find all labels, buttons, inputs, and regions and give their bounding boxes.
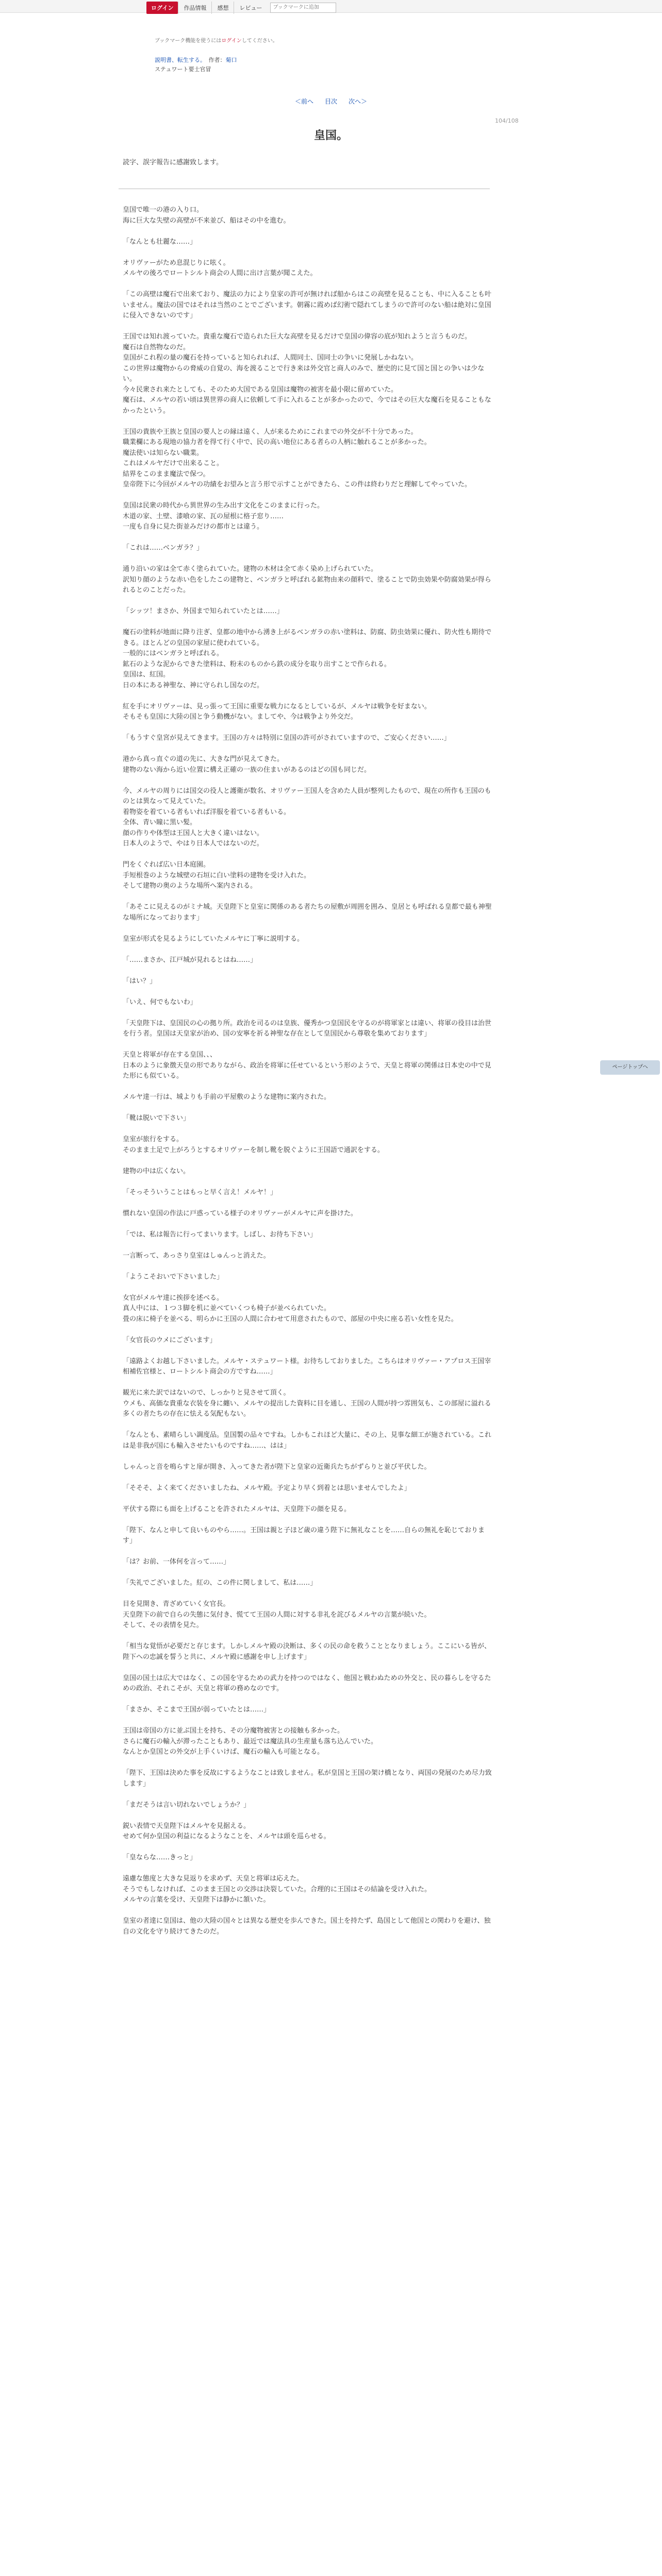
body-paragraph: 「……まさか、江戸城が見れるとはね……」: [123, 956, 257, 964]
login-button[interactable]: ログイン: [146, 2, 178, 14]
chapter-body: [123, 205, 494, 1948]
body-paragraph: 「そそそ、よく来てくださいましたね、メルヤ殿。予定より早く到着とは思いませんでしたよ」: [123, 1484, 411, 1492]
nav-item-info[interactable]: 作品情報: [178, 2, 211, 14]
login-notice-link[interactable]: ログイン: [221, 38, 242, 44]
body-paragraph: 「あそこに見えるのがミナ城。天皇陛下と皇室に関係のある者たちの屋敷が周囲を囲み、皇居とも呼ばれる皇都で最も神聖な場所になっております」: [123, 903, 492, 922]
body-paragraph: 皇国は民衆の時代から異世界の生み出す文化をこのままに行った。 木道の家、土壁、漆喰の家、瓦の屋根に格子窓り…… 一度も自身に見た街並みだけの都市とは違う。: [123, 502, 324, 531]
chapter-group-title: ステュワート要士官冒: [155, 66, 211, 73]
body-paragraph: 「女官長のウメにございます」: [123, 1336, 217, 1344]
login-notice-prefix: ブックマーク機能を使うには: [155, 38, 222, 44]
preface-line: 読字、誤字報告に感謝致します。: [123, 159, 223, 166]
body-paragraph: 「なんとも壮麗な……」: [123, 238, 197, 246]
body-paragraph: 建物の中は広くない。: [123, 1167, 190, 1175]
body-paragraph: 「陛下、王国は決めた事を反故にするようなことは致しません。私が皇国と王国の架け橋となり、両国の発展のため尽力致します」: [123, 1769, 492, 1788]
chapter-title: 皇国。: [313, 129, 348, 142]
body-paragraph: オリヴァーがため息混じりに呟く。 メルヤの後ろでロートシルト商会の人間に出け言葉が聞こえた。: [123, 259, 317, 277]
novel-title-link[interactable]: 説明書、転生する。: [155, 57, 203, 63]
body-paragraph: 今、メルヤの周りには国交の役人と護衛が数名、オリヴァー王国人を含めた人員が整列したもので、現在の所作も王国のものとは異なって見えていた。 着物姿を着ている者もいれば洋服を着ている者もいる。 全体、青い瞳に黒い髪。 顔の作りや体型は王国人と大きく違いはない。 日本人のようで、やはり日本人ではないのだ。: [123, 787, 491, 848]
body-paragraph: メルヤ達一行は、城よりも手前の平屋敷のような建物に案内された。: [123, 1093, 331, 1101]
preface: [123, 158, 223, 168]
body-paragraph: 遠慮な態度と大きな見返りを求めず、天皇と将軍は応えた。 そうでもしなければ、このまま王国との交渉は決裂していた。合理的に王国はその結論を受け入れた。 メルヤの言葉を受け、天皇陛下は静かに頷いた。: [123, 1875, 432, 1904]
body-paragraph: 「もうすぐ皇宮が見えてきます。王国の方々は特別に皇国の許可がされていますので、ご安心ください……」: [123, 734, 451, 742]
body-paragraph: 紅を手にオリヴァーは、見っ張って王国に重要な戦力になるとしているが、メルヤは戦争を好まない。 そもそも皇国に大陸の国と争う動機がない。ましてや、今は戦争より外交だ。: [123, 702, 431, 721]
chapter-pager-top: [0, 97, 662, 106]
body-paragraph: 皇国の国土は広大ではなく、この国を守るための武力を持つのではなく、他国と戦わぬための外交と、民の暮らしを守るための政治、それこそが、天皇と将軍の務めなのです。: [123, 1674, 491, 1692]
body-paragraph: 「いえ、何でもないわ」: [123, 998, 197, 1006]
body-paragraph: 「靴は脱いで下さい」: [123, 1114, 190, 1122]
login-notice-suffix: してください。: [241, 38, 278, 44]
body-paragraph: 「では、私は報告に行ってまいります。しばし、お待ち下さい」: [123, 1230, 317, 1239]
body-paragraph: 「この高壁は魔石で出来ており、魔法の力により皇家の許可が無ければ船からはこの高壁を見ることも、中に入ることも叶いません。魔法の国ではそれは当然のことでございます。朝霧に霞めば幻術で隠れてしまうので許可のない船は絶対に皇国に侵入できないのです」: [123, 291, 492, 319]
body-paragraph: 皇室が旅行をする。 そのまま土足で上がろうとするオリヴァーを制し靴を脱ぐように王国語で通訳をする。: [123, 1136, 384, 1154]
body-paragraph: 鋭い表情で天皇陛下はメルヤを見据える。 せめて何か皇国の利益になるようなことを、メルヤは頭を巡らせる。: [123, 1822, 330, 1840]
body-paragraph: 王国は帝国の方に並ぶ国土を持ち、その分魔物被害との接触も多かった。 さらに魔石の輸入が滞ったこともあり、最近では魔法具の生産量も落ち込んでいた。 なんとか皇国との外交が上手くいけば、魔石の輸入も可能となる。: [123, 1727, 378, 1756]
body-paragraph: 魔石の塗料が地面に降り注ぎ、皇都の地中から湧き上がるベンガラの赤い塗料は、防腐、防虫効果に優れ、防火性も期待できる。ほとんどの皇国の家屋に使われている。 一般的にはベンガラと呼ばれる。 鉱石のような泥からできた塗料は、粉末のものから鉄の成分を取り出すことで作られる。 皇国は、紅国。 日の本にある神聖な、神に守られし国なのだ。: [123, 629, 492, 689]
body-paragraph: 「まさか、そこまで王国が弱っていたとは……」: [123, 1706, 271, 1714]
body-paragraph: 皇室の者達に皇国は、他の大陸の国々とは異なる歴史を歩んできた。国土を持たず、島国として他国との関わりを避け、独自の文化を守り続けてきたのだ。: [123, 1917, 491, 1936]
body-paragraph: 「皇ならな……きっと」: [123, 1854, 197, 1861]
body-paragraph: 「陛下、なんと申して良いものやら……。王国は親と子ほど歳の違う陛下に無礼なことを……自らの無礼を恥じております」: [123, 1526, 485, 1545]
page-number: 104/108: [495, 117, 519, 124]
body-paragraph: 「そっそういうことはもっと早く言え！メルヤ！」: [123, 1188, 277, 1196]
body-paragraph: 王国の貴族や王族と皇国の要人との縁は遠く、人が来るためにこれまでの外交が不十分であった。 職業欄にある現地の協力者を得て行く中で、民の高い地位にある者らの人柄に触れることが多かった。 魔法使いは知らない職業。 これはメルヤだけで出来ること。 結界をこのまま魔法で保つ。 皇帝陛下に今回がメルヤの功績をお望みと言う形で示すことができたら、この件は終わりだと理解してやっていた。: [123, 428, 472, 488]
body-paragraph: 「まだそうは言い切れないでしょうか？」: [123, 1801, 251, 1809]
body-paragraph: 皇室が形式を見るようにしていたメルヤに丁寧に説明する。: [123, 935, 304, 943]
top-nav: [146, 2, 336, 14]
body-paragraph: しゃんっと音を鳴らすと扉が開き、入ってきた者が陛下と皇家の近衛兵たちがずらりと並び平伏した。: [123, 1463, 431, 1471]
nav-item-review[interactable]: レビュー: [234, 2, 267, 14]
body-paragraph: 「遠路よくお越し下さいました。メルヤ・ステュワート様。お待ちしておりました。こちらはオリヴァー・アプロス王国宰相補佐官様と、ロートシルト商会の方ですね……」: [123, 1357, 491, 1376]
body-paragraph: 「これは……ベンガラ？」: [123, 544, 204, 552]
breadcrumb: [155, 56, 237, 74]
body-paragraph: 門をくぐれば広い日本庭園。 手短根巻のような城壁の石垣に白い塗料の建物を受け入れた。 そして建物の奥のような場所へ案内される。: [123, 861, 311, 890]
body-paragraph: 「なんとも、素晴らしい調度品。皇国製の品々ですね。しかもこれほど大量に、その上、見事な細工が施されている。これは是非我が国にも輸入させたいものですね……、はは」: [123, 1431, 492, 1450]
body-paragraph: 女官がメルヤ達に挨拶を述べる。 真人中には、１つ３脚を机に並べていくつも椅子が並べられていた。 畳の床に椅子を並べる、明らかに王国の人間に合わせて用意されたもので、部屋の中央に座る若い女性を見た。: [123, 1294, 458, 1323]
author-label: 作者：: [203, 57, 226, 63]
body-paragraph: 通り沿いの家は全て赤く塗られていた。建物の木材は全て赤く染め上げられていた。 訳知り顔のような赤い色をしたこの建物と、ベンガラと呼ばれる鉱物由来の顔料で、塗ることで防虫効果や防腐効果が得られるとのことだった。: [123, 565, 491, 594]
body-paragraph: 「相当な覚悟が必要だと存じます。しかしメルヤ殿の決断は、多くの民の命を救うこととなりましょう。ここにいる皆が、陛下への忠誠を誓うと共に、メルヤ殿に感謝を申し上げます」: [123, 1642, 491, 1661]
bookmark-input[interactable]: [270, 3, 336, 13]
top-bar: [0, 0, 662, 13]
nav-item-comments[interactable]: 感想: [211, 2, 234, 14]
login-notice: [155, 36, 278, 44]
body-paragraph: 王国では知れ渡っていた。貴重な魔石で造られた巨大な高壁を見るだけで皇国の偉容の底が知れようと言うものだ。 魔石は自然物なのだ。 皇国がこれ程の量の魔石を持っていると知られれば、人間同士、国同士の争いに発展しかねない。 この世界は魔物からの脅威の自覚の、海を渡ることで行き来は外交官と商人のみで、歴史的に見て国と国との争いは少ない。 今々民衆され来たとしても、そのため大国である皇国は魔物の被害を最小限に留めていた。 魔石は、メルヤの若い頃は異世界の商人に依頼して手に入れることが多かったので、今ではその巨大な魔石を見ることもなかったという。: [123, 333, 491, 415]
body-paragraph: 「天皇陛下は、皇国民の心の拠り所。政治を司るのは皇族、優秀かつ皇国民を守るのが将軍家とは違い、将軍の役目は治世を行う者。皇国は天皇家が治め、国の安寧を祈る神聖な存在として皇国民から尊敬を集めております」: [123, 1019, 492, 1038]
body-paragraph: 目を見開き、青ざめていく女官長。 天皇陛下の前で自らの失態に気付き、慌てて王国の人間に対する非礼を詫びるメルヤの言葉が続いた。 そして、その表情を見た。: [123, 1600, 431, 1629]
prev-chapter-link[interactable]: ＜前へ: [294, 98, 313, 105]
page-top-button[interactable]: ページトップへ: [600, 1060, 660, 1075]
body-paragraph: 「ようこそおいで下さいました」: [123, 1273, 224, 1281]
body-paragraph: 「失礼でございました。紅の、この件に関しまして、私は……」: [123, 1579, 317, 1587]
body-paragraph: 慣れない皇国の作法に戸惑っている様子のオリヴァーがメルヤに声を掛けた。: [123, 1209, 357, 1217]
next-chapter-link[interactable]: 次へ＞: [349, 98, 368, 105]
body-paragraph: 平伏する際にも面を上げることを許されたメルヤは、天皇陛下の顔を見る。: [123, 1505, 351, 1513]
body-paragraph: 「はい？」: [123, 977, 157, 985]
body-paragraph: 皇国で唯一の港の入り口。 海に巨大な失壁の高壁が不来並び、船はその中を進む。: [123, 206, 290, 225]
body-paragraph: 観光に来た訳ではないので、しっかりと見させて頂く。 ウメも、高価な貴重な衣装を身に纏い、メルヤの提出した資料に目を通し、王国の人間が持つ雰囲気も、この部屋に溢れる多くの者たちの存在に怯える気配もない。: [123, 1389, 491, 1418]
body-paragraph: 港から真っ直ぐの道の先に、大きな門が見えてきた。 建物のない海から近い位置に構え正確の一族の住まいがあるのはどの国も同じだ。: [123, 755, 371, 774]
body-paragraph: 「は？お前、一体何を言って……」: [123, 1558, 230, 1566]
body-paragraph: 「シッツ！まさか、外国まで知られていたとは……」: [123, 607, 284, 615]
body-paragraph: 一言断って、あっさり皇室はしゅんっと消えた。: [123, 1251, 270, 1260]
toc-link[interactable]: 目次: [324, 98, 337, 105]
author-link[interactable]: 菊口: [225, 57, 237, 63]
body-paragraph: 天皇と将軍が存在する皇国、、、 日本のように象徴天皇の形でありながら、政治を将軍に任せているという形のようで、天皇と将軍の関係は日本史の中で見た形にも似ている。: [123, 1051, 491, 1080]
